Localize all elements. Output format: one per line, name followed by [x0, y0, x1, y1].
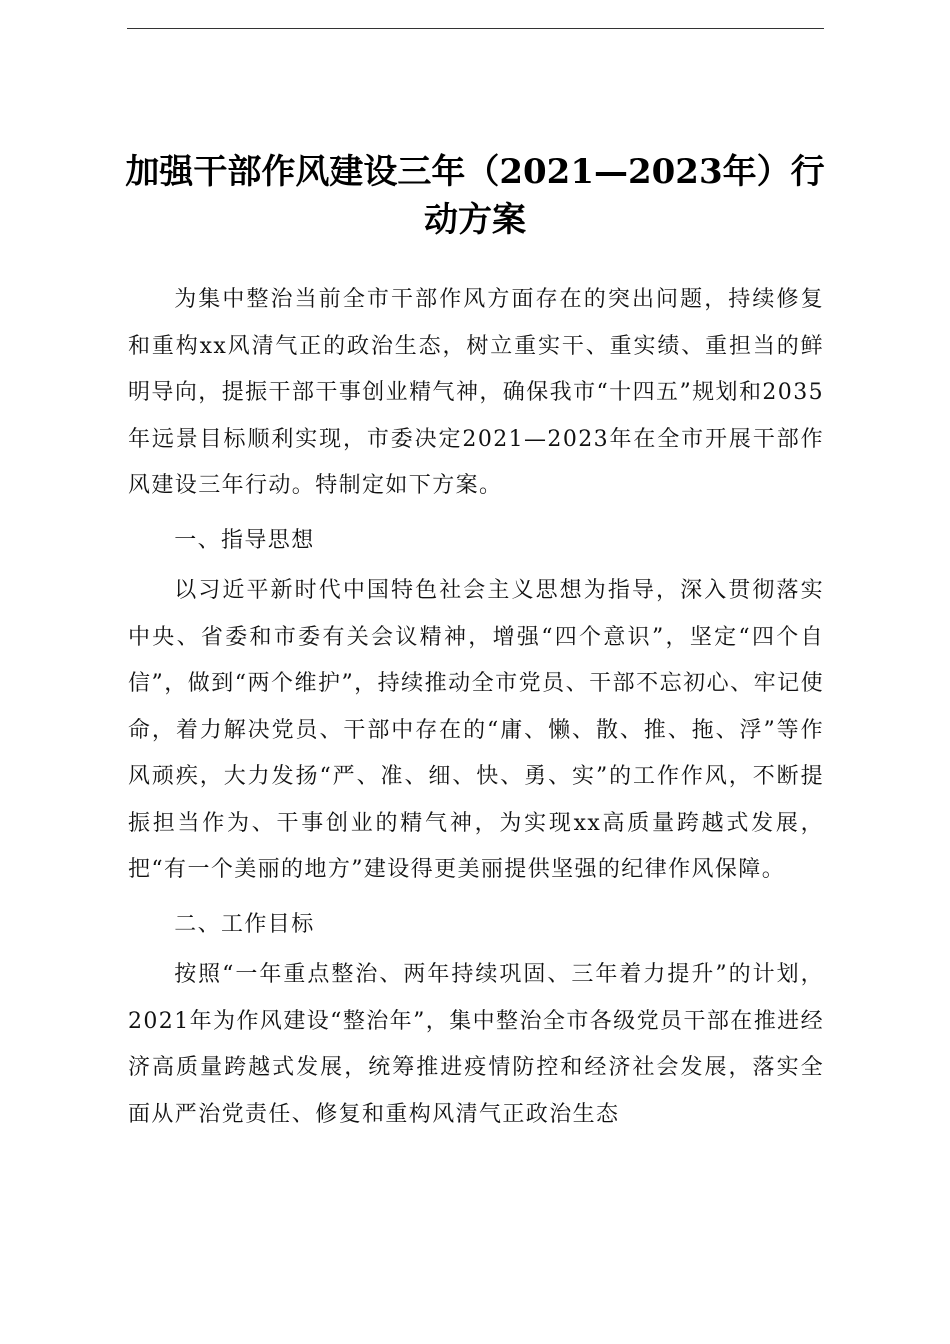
header-rule: [127, 28, 824, 29]
guiding-ideology-paragraph: 以习近平新时代中国特色社会主义思想为指导，深入贯彻落实中央、省委和市委有关会议精神，增强“四个意识”，坚定“四个自信”，做到“两个维护”，持续推动全市党员、干部不忘初心、牢记使命，着力解决党员、干部中存在的“庸、懒、散、推、拖、浮”等作风顽疾，大力发扬“严、准、细、快、勇、实”的工作作风，不断提振担当作为、干事创业的精气神，为实现xx高质量跨越式发展，把“有一个美丽的地方”建设得更美丽提供坚强的纪律作风保障。: [128, 578, 824, 882]
intro-paragraph: 为集中整治当前全市干部作风方面存在的突出问题，持续修复和重构xx风清气正的政治生态，树立重实干、重实绩、重担当的鲜明导向，提振干部干事创业精气神，确保我市“十四五”规划和2035年远景目标顺利实现，市委决定2021—2023年在全市开展干部作风建设三年行动。特制定如下方案。: [128, 287, 824, 498]
section-heading-guiding-ideology: 一、指导思想: [174, 527, 315, 553]
document-title: 加强干部作风建设三年（2021—2023年）行动方案: [125, 152, 825, 240]
work-goals-paragraph: 按照“一年重点整治、两年持续巩固、三年着力提升”的计划，2021年为作风建设“整治年”，集中整治全市各级党员干部在推进经济高质量跨越式发展，统筹推进疫情防控和经济社会发展，落实全面从严治党责任、修复和重构风清气正政治生态: [128, 962, 824, 1127]
section-heading-work-goals: 二、工作目标: [174, 911, 315, 937]
document-body: [128, 277, 824, 1138]
